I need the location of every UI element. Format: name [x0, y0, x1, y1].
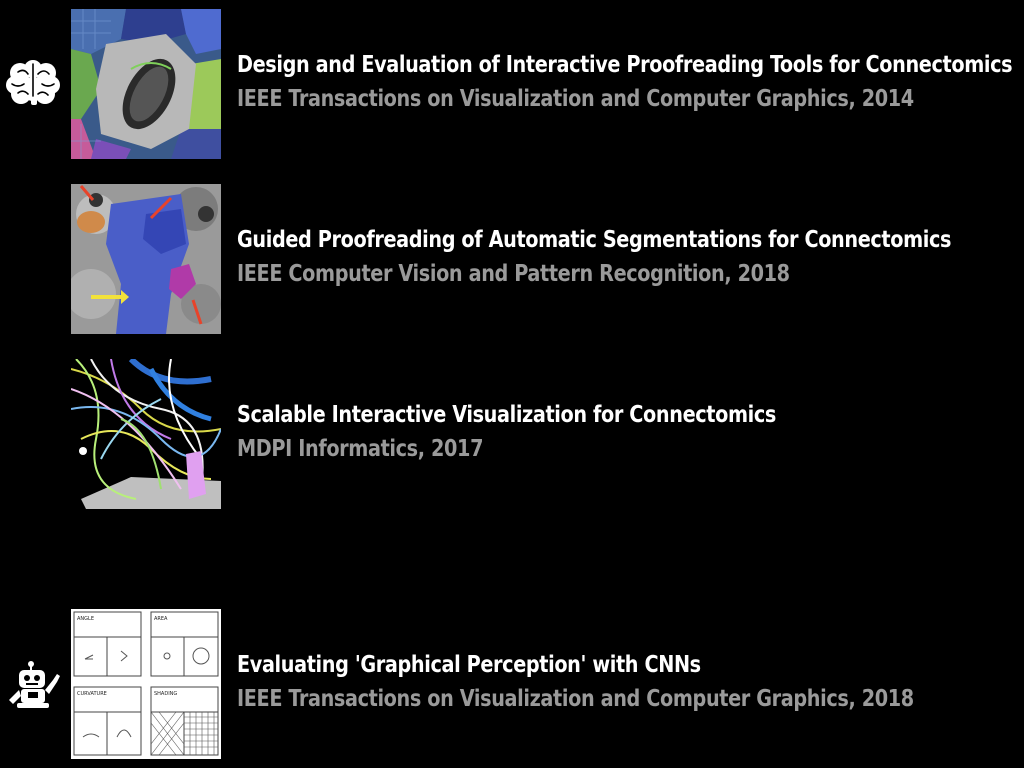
publication-venue: MDPI Informatics, 2017 [237, 436, 484, 462]
publication-title[interactable]: Guided Proofreading of Automatic Segmentations for Connectomics [237, 227, 952, 253]
panel-label-curvature: CURVATURE [77, 691, 107, 697]
publication-venue: IEEE Computer Vision and Pattern Recognition, 2018 [237, 261, 790, 287]
publication-item[interactable] [71, 184, 1024, 334]
scalable-visualization-thumbnail [71, 359, 221, 509]
robot-icon [5, 660, 61, 708]
publication-item[interactable] [71, 359, 1024, 509]
guided-proofreading-thumbnail [71, 184, 221, 334]
proofreading-tools-thumbnail [71, 9, 221, 159]
publication-venue: IEEE Transactions on Visualization and Computer Graphics, 2018 [237, 686, 914, 712]
panel-label-angle: ANGLE [77, 616, 94, 622]
graphical-perception-thumbnail [71, 609, 221, 759]
brain-icon [6, 60, 60, 106]
publication-item[interactable] [71, 609, 1024, 759]
publication-title[interactable]: Scalable Interactive Visualization for Connectomics [237, 402, 776, 428]
publication-venue: IEEE Transactions on Visualization and Computer Graphics, 2014 [237, 86, 914, 112]
publication-title[interactable]: Design and Evaluation of Interactive Proofreading Tools for Connectomics [237, 52, 1013, 78]
publication-item[interactable] [71, 9, 1024, 159]
panel-label-area: AREA [154, 616, 168, 622]
publication-title[interactable]: Evaluating 'Graphical Perception' with CNNs [237, 652, 701, 678]
panel-label-shading: SHADING [154, 691, 178, 697]
